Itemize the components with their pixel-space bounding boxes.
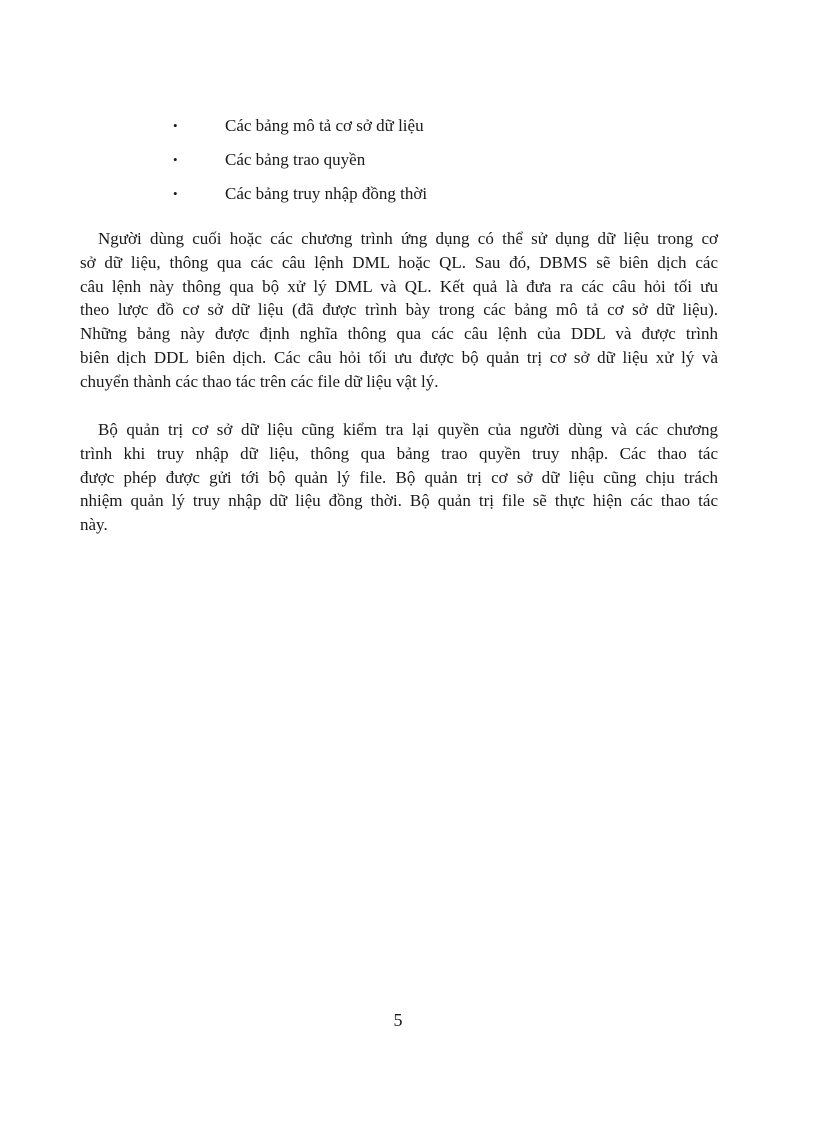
paragraph-access-control [80,418,718,537]
bullet-dot-icon: • [173,152,178,167]
bullet-list [0,112,816,214]
paragraph-line: Bộ quản trị cơ sở dữ liệu cũng kiểm tra lại quyền của người dùng và các chương [98,420,718,439]
paragraph-line: theo lược đồ cơ sở dữ liệu (đã được trình bày trong các bảng mô tả cơ sở dữ liệu). [80,300,718,320]
bullet-dot-icon: • [173,118,178,133]
paragraph-line: Người dùng cuối hoặc các chương trình ứng dụng có thể sử dụng dữ liệu trong cơ [98,229,718,248]
paragraph-line: được phép được gửi tới bộ quản lý file. Bộ quản trị cơ sở dữ liệu cũng chịu trách [80,467,718,487]
paragraph-line: biên dịch DDL biên dịch. Các câu hỏi tối ưu được bộ quản trị cơ sở dữ liệu xử lý và [80,347,718,367]
paragraph-line: này. [80,515,108,535]
bullet-text: Các bảng mô tả cơ sở dữ liệu [225,116,424,135]
bullet-item [0,112,816,146]
bullet-item [0,180,816,214]
paragraph-line: câu lệnh này thông qua bộ xử lý DML và QL. Kết quả là đưa ra các câu hỏi tối ưu [80,276,718,296]
bullet-text: Các bảng trao quyền [225,150,366,169]
paragraph-line: trình khi truy nhập dữ liệu, thông qua bảng trao quyền truy nhập. Các thao tác [80,443,718,463]
bullet-item [0,146,816,180]
paragraph-line: nhiệm quản lý truy nhập dữ liệu đồng thời. Bộ quản trị file sẽ thực hiện các thao tác [80,491,718,511]
bullet-dot-icon: • [173,186,178,201]
paragraph-line: sở dữ liệu, thông qua các câu lệnh DML hoặc QL. Sau đó, DBMS sẽ biên dịch các [80,252,718,272]
page-number: 5 [393,1010,403,1030]
bullet-text: Các bảng truy nhập đồng thời [225,184,428,203]
paragraph-dml-processing [80,227,718,394]
paragraph-line: Những bảng này được định nghĩa thông qua các câu lệnh của DDL và được trình [80,324,718,344]
paragraph-line: chuyển thành các thao tác trên các file dữ liệu vật lý. [80,371,439,391]
